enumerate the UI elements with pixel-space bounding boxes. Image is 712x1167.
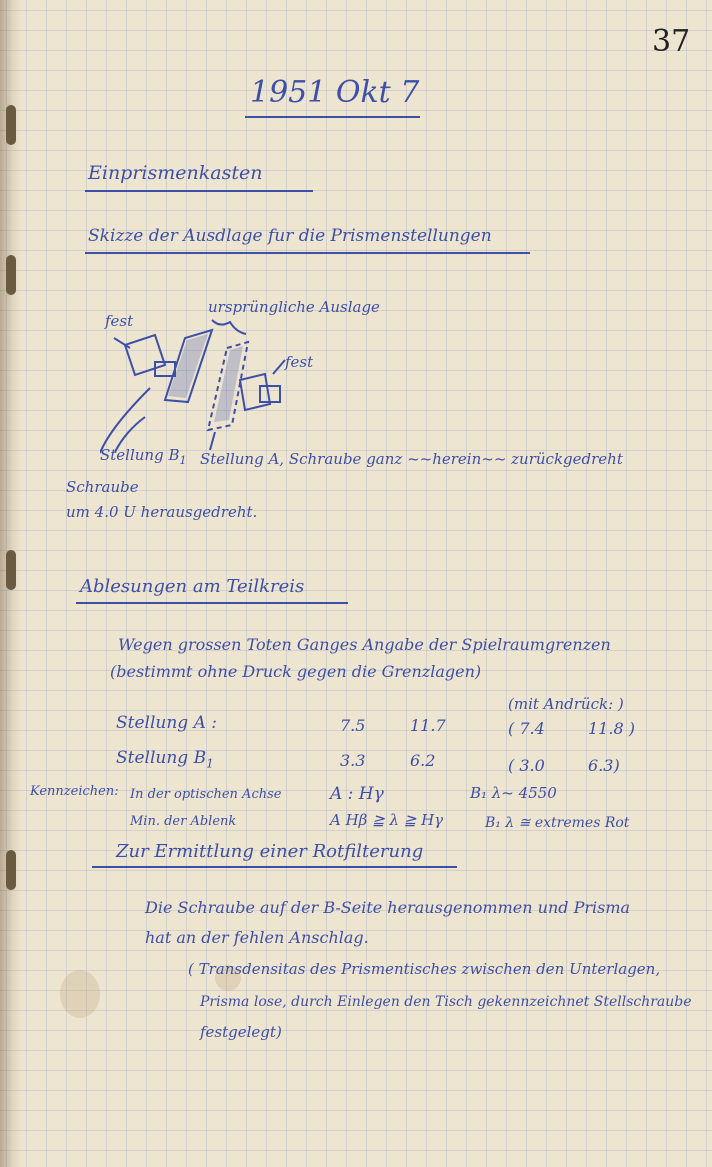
sketch-fixed-block-right (240, 374, 270, 410)
section-title-einprismenkasten: Einprismenkasten (88, 162, 263, 184)
label-screw-line1: Schraube (66, 478, 139, 496)
rotfilterung-line-4: Prisma lose, durch Einlegen den Tisch gekennzeichnet Stellschraube (200, 994, 692, 1010)
sketch-arrow-fest-right (273, 360, 285, 374)
binding-hole (6, 255, 16, 295)
row-a-value-1: 7.5 (340, 716, 366, 735)
sketch-arrow-screw (100, 388, 150, 453)
row-a-pressure-1: ( 7.4 (508, 719, 545, 738)
binding-hole (6, 550, 16, 590)
kennzeichen-min-deviation: Min. der Ablenk (130, 814, 237, 829)
row-a-label: Stellung A : (116, 713, 218, 733)
row-b1-value-2: 6.2 (410, 751, 436, 770)
label-fest-left: fest (105, 312, 134, 330)
label-stellung-b1: Stellung $B_1$ (100, 446, 187, 467)
row-b1-value-1: 3.3 (340, 751, 366, 770)
kennzeichen-label: Kennzeichen: (30, 784, 119, 799)
section-title-ablesungen: Ablesungen am Teilkreis (80, 576, 305, 597)
rotfilterung-line-5: festgelegt) (200, 1023, 282, 1041)
label-screw-line2: um 4.0 U herausgedreht. (66, 503, 258, 521)
label-stellung-a: Stellung A, Schraube ganz ~~herein~~ zurückgedreht (200, 450, 623, 468)
binding-hole (6, 850, 16, 890)
paper-stain (60, 970, 100, 1018)
kennzeichen-optical-axis-b1: B₁ λ~ 4550 (470, 784, 557, 802)
binding-hole (6, 105, 16, 145)
note-line-2: (bestimmt ohne Druck gegen die Grenzlagen) (110, 662, 482, 681)
sketch-fixed-block-left (125, 335, 165, 375)
section-title-rotfilterung: Zur Ermittlung einer Rotfilterung (116, 841, 424, 862)
sketch-subtitle: Skizze der Ausdlage fur die Prismenstellungen (88, 226, 492, 246)
sketch-subtitle-underline (85, 252, 530, 254)
kennzeichen-min-deviation-a: A Hβ ≧ λ ≧ Hγ (330, 811, 444, 829)
date-underline (245, 116, 420, 118)
row-b1-pressure-2: 6.3) (588, 756, 620, 775)
with-pressure-label: (mit Andrück: ) (508, 695, 624, 713)
sketch-arrow-a (210, 432, 215, 450)
date-heading: 1951 Okt 7 (250, 75, 420, 110)
rotfilterung-line-1: Die Schraube auf der B-Seite herausgenommen und Prisma (145, 898, 631, 917)
sketch-arrow-fest-left (114, 338, 130, 348)
sketch-arrow-original (212, 320, 246, 334)
row-b1-label: Stellung $B_1$ (116, 748, 214, 771)
kennzeichen-min-deviation-b1: B₁ λ ≅ extremes Rot (485, 815, 630, 831)
note-line-1: Wegen grossen Toten Ganges Angabe der Spielraumgrenzen (118, 635, 611, 654)
row-a-pressure-2: 11.8 ) (588, 719, 635, 738)
rotfilterung-line-3: ( Transdensitas des Prismentisches zwischen den Unterlagen, (188, 960, 661, 978)
row-a-value-2: 11.7 (410, 716, 446, 735)
label-fest-right: fest (285, 353, 314, 371)
page-number: 37 (652, 24, 691, 59)
rotfilterung-underline (92, 866, 457, 868)
label-original-position: ursprüngliche Auslage (208, 298, 380, 316)
kennzeichen-optical-axis-a: A : Hγ (330, 784, 384, 804)
section-title-underline (85, 190, 313, 192)
row-b1-pressure-1: ( 3.0 (508, 756, 545, 775)
rotfilterung-line-2: hat an der fehlen Anschlag. (145, 928, 369, 947)
ablesungen-underline (76, 602, 348, 604)
kennzeichen-optical-axis: In der optischen Achse (130, 787, 282, 802)
